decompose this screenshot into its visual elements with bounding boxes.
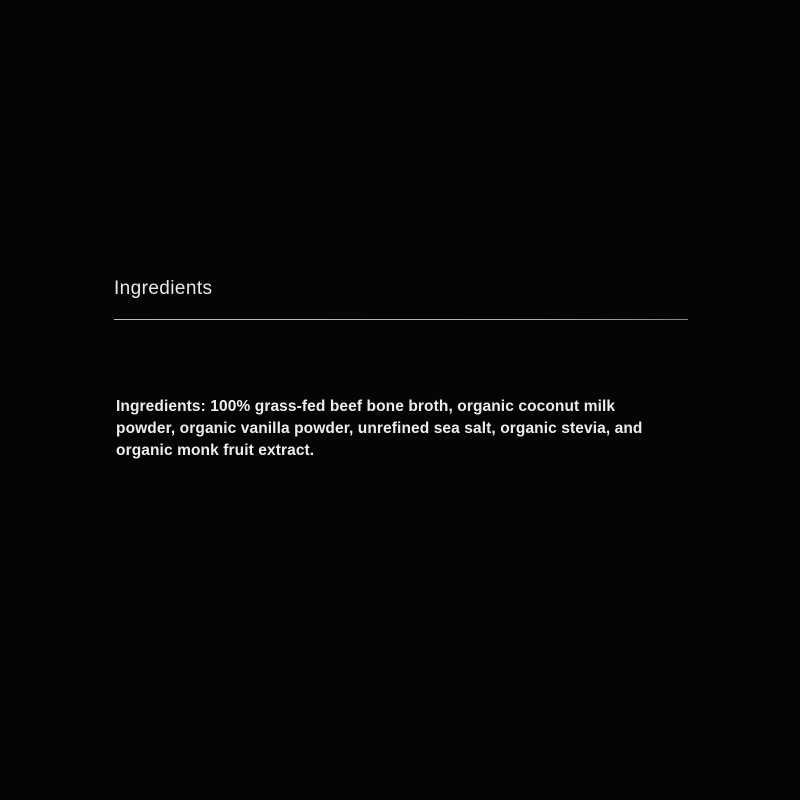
ingredients-body-text: Ingredients: 100% grass-fed beef bone broth, organic coconut milk powder, organic vanilla powder, unrefined sea salt, organic stevia, and organic monk fruit extract. <box>116 398 643 459</box>
section-divider <box>114 319 688 320</box>
ingredients-section <box>114 278 688 320</box>
page-title: Ingredients <box>114 278 213 299</box>
